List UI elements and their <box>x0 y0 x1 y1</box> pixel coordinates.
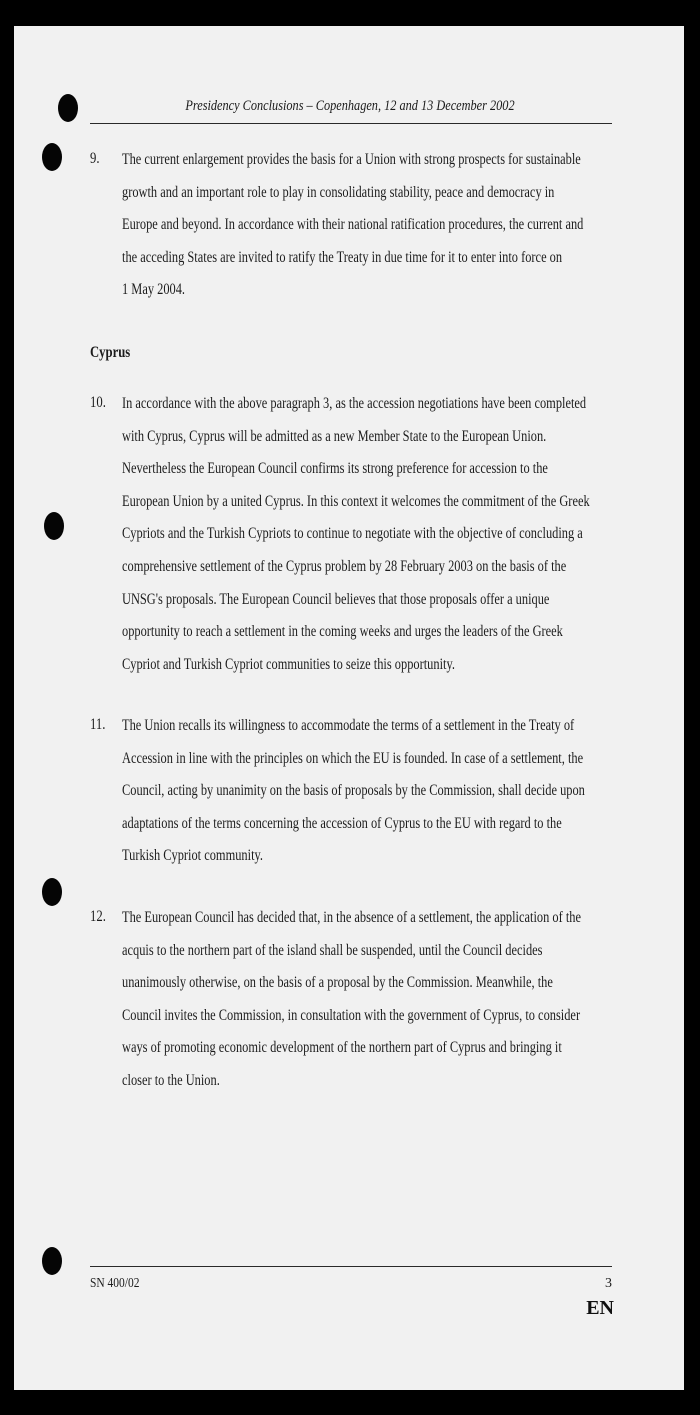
paragraph-line: The Union recalls its willingness to accommodate the terms of a settlement in the Treaty of <box>122 717 575 734</box>
header-rule <box>90 123 612 124</box>
punch-hole-2 <box>42 143 62 171</box>
paragraph-number: 12. <box>90 908 106 925</box>
paragraph-line: comprehensive settlement of the Cyprus problem by 28 February 2003 on the basis of the <box>122 557 567 575</box>
paragraph-line: Council invites the Commission, in consultation with the government of Cyprus, to consider <box>122 1006 581 1024</box>
paragraph-line: 1 May 2004. <box>122 281 186 299</box>
punch-hole-4 <box>42 878 62 906</box>
punch-hole-1 <box>58 94 78 122</box>
paragraph-line: unanimously otherwise, on the basis of a proposal by the Commission. Meanwhile, the <box>122 974 553 992</box>
paragraph-line: In accordance with the above paragraph 3, as the accession negotiations have been completed <box>122 395 587 412</box>
paragraph-line: Turkish Cypriot community. <box>122 847 264 865</box>
page-number: 3 <box>605 1276 612 1291</box>
paragraph-number: 11. <box>90 716 106 733</box>
language-code: EN <box>586 1297 614 1319</box>
paragraph-line: Cypriots and the Turkish Cypriots to continue to negotiate with the objective of concluding a <box>122 525 583 543</box>
section-title: Cyprus <box>90 344 131 361</box>
paragraph-line: The current enlargement provides the basis for a Union with strong prospects for sustainable <box>122 151 581 168</box>
paragraph-number: 9. <box>90 150 100 167</box>
paragraph-line: Cypriot and Turkish Cypriot communities to seize this opportunity. <box>122 655 455 673</box>
paragraph-line: acquis to the northern part of the island shall be suspended, until the Council decides <box>122 941 543 959</box>
paragraph-number: 10. <box>90 394 106 411</box>
footer-rule <box>90 1266 612 1267</box>
paragraph-line: with Cyprus, Cyprus will be admitted as a new Member State to the European Union. <box>122 427 547 445</box>
paragraph-line: growth and an important role to play in consolidating stability, peace and democracy in <box>122 183 555 201</box>
document-reference: SN 400/02 <box>90 1276 140 1291</box>
punch-hole-3 <box>44 512 64 540</box>
paragraph-line: Europe and beyond. In accordance with their national ratification procedures, the current and <box>122 216 584 234</box>
running-header: Presidency Conclusions – Copenhagen, 12 and 13 December 2002 <box>185 98 515 114</box>
paragraph-line: The European Council has decided that, in the absence of a settlement, the application of the <box>122 909 581 926</box>
paragraph-line: Council, acting by unanimity on the basis of proposals by the Commission, shall decide upon <box>122 782 585 800</box>
punch-hole-5 <box>42 1247 62 1275</box>
paragraph-line: European Union by a united Cyprus. In this context it welcomes the commitment of the Greek <box>122 492 590 510</box>
paragraph-line: Nevertheless the European Council confirms its strong preference for accession to the <box>122 460 548 478</box>
paragraph-line: adaptations of the terms concerning the accession of Cyprus to the EU with regard to the <box>122 814 562 832</box>
paragraph-line: Accession in line with the principles on which the EU is founded. In case of a settlement, the <box>122 749 584 767</box>
paragraph-line: UNSG's proposals. The European Council believes that those proposals offer a unique <box>122 590 550 608</box>
paragraph-line: the acceding States are invited to ratify the Treaty in due time for it to enter into force on <box>122 248 563 266</box>
paragraph-line: opportunity to reach a settlement in the coming weeks and urges the leaders of the Greek <box>122 623 563 641</box>
paragraph-line: ways of promoting economic development of the northern part of Cyprus and bringing it <box>122 1039 562 1057</box>
paragraph-line: closer to the Union. <box>122 1071 220 1089</box>
